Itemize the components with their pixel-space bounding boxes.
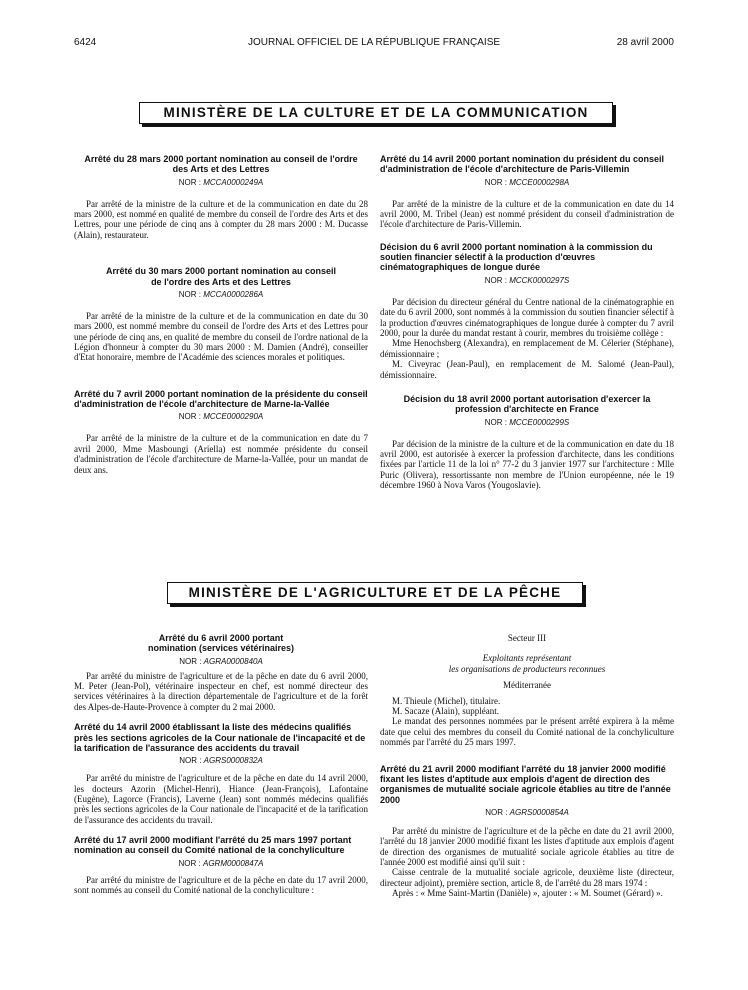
nor-code: MCCE0000299S bbox=[509, 417, 570, 427]
decree-block bbox=[74, 835, 368, 895]
decree-block bbox=[74, 154, 368, 240]
decree-text: Caisse centrale de la mutualité sociale agricole, deuxième liste (directeur, directeur adjoint), première section, article 8, de l'arrêté du 28 mars 1974 : bbox=[380, 867, 674, 888]
decree-text: Par décision de la ministre de la culture et de la communication en date du 18 avril 2000, est autorisée à exercer la profession d'architecte, dans les conditions fixées par l'article 11 de la loi n° 77-2 du 3 janvier 1977 sur l'architecture : Mlle Puric (Olivera), ressortissante non membre de l'Union européenne, née le 19 décembre 1960 à Nova Varos (Yougoslavie). bbox=[380, 438, 674, 491]
nor-label: NOR : bbox=[179, 756, 202, 766]
nor-label: NOR : bbox=[484, 275, 507, 285]
decree-block bbox=[74, 633, 368, 712]
culture-left-column bbox=[74, 154, 368, 475]
decree-block bbox=[380, 764, 674, 899]
nor-reference bbox=[74, 756, 368, 766]
member-entry: M. Sacaze (Alain), suppléant. bbox=[392, 706, 499, 717]
nor-code: AGRS0000854A bbox=[509, 807, 569, 817]
decree-text: Par arrêté de la ministre de la culture et de la communication en date du 14 avril 2000, M. Tribel (Jean) est nommé président du conseil d'administration de l'école d'architecture de Paris-Villemin. bbox=[380, 198, 674, 230]
nor-label: NOR : bbox=[179, 656, 202, 666]
nor-code: AGRS0000832A bbox=[203, 756, 263, 766]
nor-label: NOR : bbox=[178, 858, 201, 868]
ministry-heading-agriculture: MINISTÈRE DE L'AGRICULTURE ET DE LA PÊCHE bbox=[167, 582, 583, 604]
nor-label: NOR : bbox=[484, 177, 507, 187]
decree-block bbox=[74, 722, 368, 825]
nor-label: NOR : bbox=[484, 417, 507, 427]
decree-block bbox=[380, 394, 674, 491]
sector-subtitle: les organisations de producteurs reconnues bbox=[448, 663, 606, 674]
decree-text: M. Civeyrac (Jean-Paul), en remplacement de M. Salomé (Jean-Paul), démissionnaire. bbox=[380, 359, 674, 380]
continuation-block bbox=[380, 633, 674, 748]
page-date: 28 avril 2000 bbox=[616, 37, 674, 48]
nor-code: MCCA0000249A bbox=[203, 177, 264, 187]
decree-block bbox=[74, 389, 368, 475]
decree-text: Après : « Mme Saint-Martin (Danièle) », ajouter : « M. Soumet (Gérard) ». bbox=[392, 888, 663, 899]
decree-title: Arrêté du 17 avril 2000 modifiant l'arrêté du 25 mars 1997 portant nomination au conseil du Comité national de la conchyliculture bbox=[74, 835, 352, 856]
journal-title: JOURNAL OFFICIEL DE LA RÉPUBLIQUE FRANÇAISE bbox=[247, 37, 501, 48]
decree-title: Arrêté du 28 mars 2000 portant nomination au conseil de l'ordre des Arts et des Lettres bbox=[84, 154, 358, 175]
nor-reference bbox=[74, 178, 368, 188]
culture-right-column bbox=[380, 154, 674, 491]
nor-code: MCCK0000297S bbox=[509, 275, 570, 285]
decree-text: Par arrêté de la ministre de la culture et de la communication en date du 28 mars 2000, est nommé en qualité de membre du conseil de l'ordre des Arts et des Lettres, pour une période de cinq ans à compter du 28 mars 2000 : M. Ducasse (Alain), restaurateur. bbox=[74, 198, 368, 240]
closing-text: Le mandat des personnes nommées par le présent arrêté expirera à la même date que celui des membres du conseil du Comité national de la conchyliculture nommés par l'arrêté du 25 mars 1997. bbox=[380, 716, 674, 748]
decree-title: Décision du 18 avril 2000 portant autorisation d'exercer la profession d'architecte en France bbox=[403, 393, 651, 415]
agriculture-right-column bbox=[380, 633, 674, 899]
nor-reference bbox=[380, 276, 674, 286]
decree-text: Par arrêté du ministre de l'agriculture et de la pêche en date du 17 avril 2000, sont nommés au conseil du Comité national de la conchyliculture : bbox=[74, 874, 368, 896]
nor-code: AGRM0000847A bbox=[202, 858, 264, 868]
decree-title: Arrêté du 30 mars 2000 portant nomination au conseil de l'ordre des Arts et des Lettres bbox=[105, 266, 337, 287]
nor-code: AGRA0000840A bbox=[203, 656, 263, 666]
decree-text: Par arrêté de la ministre de la culture et de la communication en date du 7 avril 2000, Mme Masboungi (Ariella) est nommée présidente du conseil d'administration de l'école d'architecture de Marne-la-Vallée, pour un mandat de deux ans. bbox=[74, 433, 368, 475]
decree-text: Par arrêté du ministre de l'agriculture et de la pêche en date du 21 avril 2000, l'arrêté du 18 janvier 2000 modifié fixant les listes d'aptitude aux emplois d'agent de direction des organismes de mutualité sociale agricole établies au titre de l'année 2000 est modifié ainsi qu'il suit : bbox=[380, 825, 674, 868]
decree-text: Par décision du directeur général du Centre national de la cinématographie en date du 6 avril 2000, sont nommés à la commission du soutien financier sélectif à la production d'œuvres cinématographiques de longue durée à compter du 7 avril 2000, pour la durée du mandat restant à courir, membres du troisième collège : bbox=[380, 296, 674, 338]
nor-code: MCCE0000290A bbox=[203, 412, 264, 422]
decree-title: Décision du 6 avril 2000 portant nomination à la commission du soutien financier sélectif à la production d'œuvres cinématographiques de longue durée bbox=[380, 241, 653, 273]
nor-reference bbox=[74, 412, 368, 422]
nor-reference bbox=[380, 808, 674, 818]
nor-label: NOR : bbox=[178, 289, 201, 299]
page-number: 6424 bbox=[74, 37, 97, 48]
nor-label: NOR : bbox=[178, 177, 201, 187]
region-title: Méditerranée bbox=[503, 680, 551, 691]
nor-reference bbox=[380, 178, 674, 188]
decree-text: Par arrêté du ministre de l'agriculture et de la pêche en date du 6 avril 2000, M. Peter (Jean-Pol), vétérinaire inspecteur en chef, est nommé directeur des services vétérinaires à la direction départementale de l'agriculture et de la forêt des Alpes-de-Haute-Provence à compter du 2 mai 2000. bbox=[74, 670, 368, 712]
nor-label: NOR : bbox=[485, 807, 508, 817]
decree-block bbox=[380, 154, 674, 230]
nor-reference bbox=[74, 657, 368, 667]
nor-reference bbox=[74, 290, 368, 300]
decree-title: Arrêté du 21 avril 2000 modifiant l'arrêté du 18 janvier 2000 modifié fixant les listes d'aptitude aux emplois d'agent de direction des organismes de mutualité sociale agricole établies au titre de l'année 2000 bbox=[380, 763, 671, 805]
sector-title: Secteur III bbox=[507, 633, 547, 643]
nor-reference bbox=[380, 418, 674, 428]
nor-label: NOR : bbox=[178, 412, 201, 422]
decree-text: Par arrêté de la ministre de la culture et de la communication en date du 30 mars 2000, est nommé membre du conseil de l'ordre des Arts et des Lettres pour une période de cinq ans, en qualité de membre du conseil de l'ordre national de la Légion d'honneur à compter du 30 mars 2000 : M. Damien (André), conseiller d'Etat honoraire, membre de l'Académie des sciences morales et politiques. bbox=[74, 310, 368, 363]
decree-title: Arrêté du 14 avril 2000 portant nomination du président du conseil d'administration de l'école d'architecture de Paris-Villemin bbox=[380, 154, 665, 175]
agriculture-left-column bbox=[74, 633, 368, 896]
member-entry: M. Thieule (Michel), titulaire. bbox=[392, 695, 501, 706]
decree-text: Mme Henochsberg (Alexandra), en remplacement de M. Célerier (Stéphane), démissionnaire ; bbox=[380, 338, 674, 359]
decree-block bbox=[74, 266, 368, 363]
decree-block bbox=[380, 242, 674, 380]
nor-reference bbox=[74, 859, 368, 869]
decree-text: Par arrêté du ministre de l'agriculture et de la pêche en date du 14 avril 2000, les docteurs Azorin (Michel-Henri), Hiance (Jean-François), Lafontaine (Eugène), Lagorce (Francis), Laverne (Jean) sont nommés médecins qualifiés près les sections agricoles de la Cour nationale de l'incapacité et de la tarification de l'assurance des accidents du travail. bbox=[74, 773, 368, 825]
nor-code: MCCE0000298A bbox=[509, 177, 570, 187]
decree-title: Arrêté du 14 avril 2000 établissant la liste des médecins qualifiés près les sections agricoles de la Cour nationale de l'incapacité et de la tarification de l'assurance des accidents du travail bbox=[74, 722, 366, 753]
decree-title: Arrêté du 6 avril 2000 portant nomination (services vétérinaires) bbox=[147, 633, 295, 654]
sector-subtitle: Exploitants représentant bbox=[482, 653, 572, 664]
decree-title: Arrêté du 7 avril 2000 portant nomination de la présidente du conseil d'administration de l'école d'architecture de Marne-la-Vallée bbox=[74, 388, 368, 410]
ministry-heading-culture: MINISTÈRE DE LA CULTURE ET DE LA COMMUNICATION bbox=[139, 102, 613, 124]
nor-code: MCCA0000286A bbox=[203, 289, 264, 299]
